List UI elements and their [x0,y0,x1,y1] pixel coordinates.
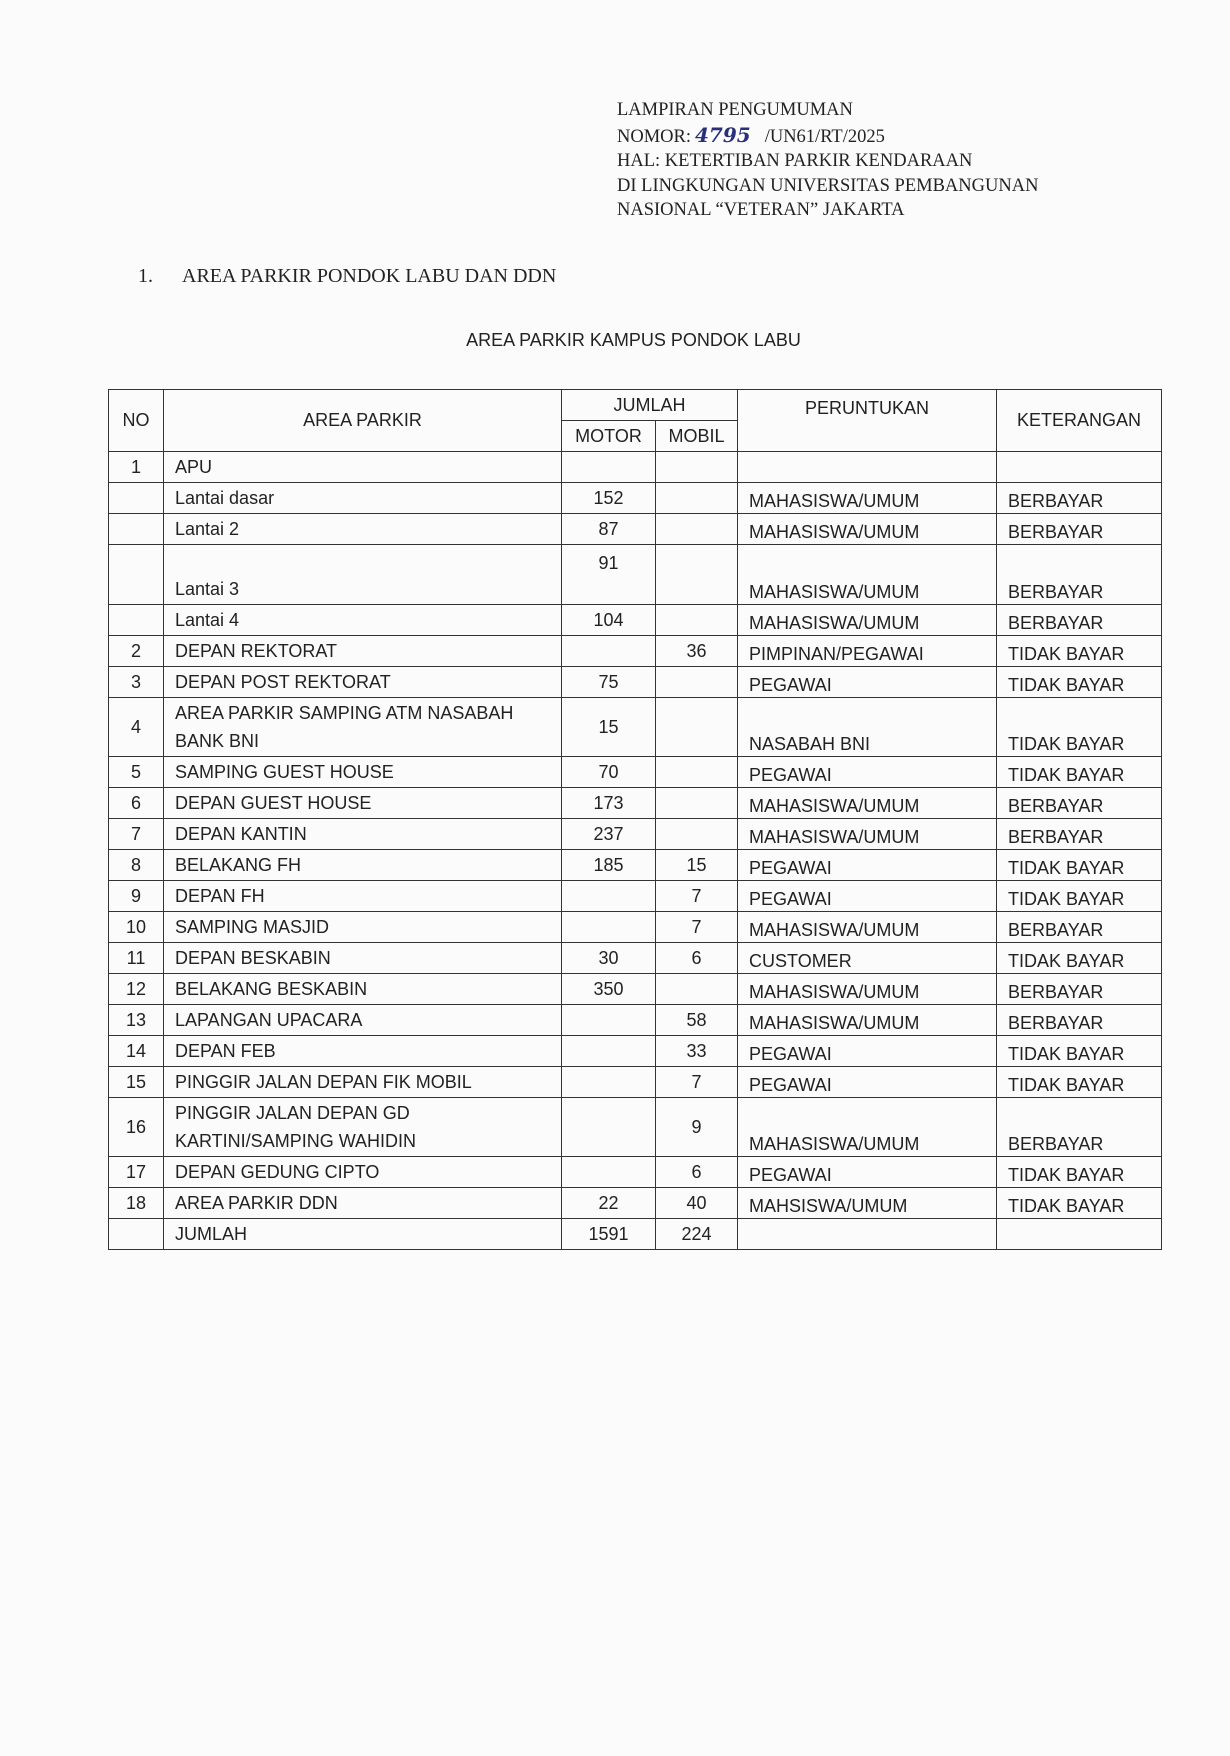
header-peruntukan: PERUNTUKAN [738,390,997,452]
table-row [109,1005,1162,1036]
table-row [109,514,1162,545]
row-peruntukan: NASABAH BNI [738,698,997,757]
row-mobil: 58 [656,1005,738,1036]
row-no: 4 [109,698,164,757]
row-no: 15 [109,1067,164,1098]
row-no: 9 [109,881,164,912]
table-row [109,636,1162,667]
row-peruntukan: MAHSISWA/UMUM [738,1188,997,1219]
header-no: NO [109,390,164,452]
row-peruntukan: PEGAWAI [738,881,997,912]
header-line4: DI LINGKUNGAN UNIVERSITAS PEMBANGUNAN [617,175,1039,196]
header-line5: NASIONAL “VETERAN” JAKARTA [617,200,905,220]
row-no: 6 [109,788,164,819]
total-keterangan [997,1219,1162,1250]
row-peruntukan: PEGAWAI [738,1157,997,1188]
row-motor: 30 [562,943,656,974]
row-peruntukan: MAHASISWA/UMUM [738,514,997,545]
row-area: Lantai 4 [164,605,562,636]
row-peruntukan: PEGAWAI [738,1036,997,1067]
row-motor: 15 [562,698,656,757]
row-peruntukan: PEGAWAI [738,757,997,788]
row-keterangan: BERBAYAR [997,788,1162,819]
row-mobil: 9 [656,1098,738,1157]
row-peruntukan: CUSTOMER [738,943,997,974]
total-peruntukan [738,1219,997,1250]
row-area: Lantai 2 [164,514,562,545]
row-no [109,545,164,605]
table-body [109,452,1162,1250]
row-mobil: 6 [656,943,738,974]
row-mobil [656,788,738,819]
row-motor: 152 [562,483,656,514]
row-no: 17 [109,1157,164,1188]
row-keterangan: BERBAYAR [997,1005,1162,1036]
row-mobil [656,667,738,698]
row-peruntukan: MAHASISWA/UMUM [738,912,997,943]
nomor-suffix: /UN61/RT/2025 [764,126,885,147]
row-area: BELAKANG FH [164,850,562,881]
row-keterangan: BERBAYAR [997,974,1162,1005]
row-motor: 104 [562,605,656,636]
row-no: 14 [109,1036,164,1067]
row-motor [562,1157,656,1188]
table-row [109,1036,1162,1067]
table-row [109,850,1162,881]
row-no: 18 [109,1188,164,1219]
row-peruntukan: MAHASISWA/UMUM [738,788,997,819]
row-motor [562,452,656,483]
row-motor [562,912,656,943]
row-mobil [656,483,738,514]
row-mobil [656,974,738,1005]
header-jumlah: JUMLAH [562,390,738,421]
row-area: SAMPING MASJID [164,912,562,943]
nomor-label: NOMOR: [617,126,692,147]
row-area: DEPAN REKTORAT [164,636,562,667]
row-keterangan: BERBAYAR [997,514,1162,545]
table-row [109,698,1162,757]
row-mobil: 7 [656,912,738,943]
row-motor [562,881,656,912]
table-row [109,912,1162,943]
row-no: 3 [109,667,164,698]
row-motor: 185 [562,850,656,881]
row-peruntukan: MAHASISWA/UMUM [738,974,997,1005]
header-title: LAMPIRAN PENGUMUMAN [617,100,853,120]
table-row [109,605,1162,636]
row-area: DEPAN FH [164,881,562,912]
table-row [109,1067,1162,1098]
row-area [164,698,562,757]
row-motor [562,636,656,667]
row-keterangan [997,452,1162,483]
row-motor: 91 [562,545,656,605]
row-keterangan: TIDAK BAYAR [997,1067,1162,1098]
header-nomor [617,123,1038,150]
row-mobil [656,514,738,545]
row-no: 1 [109,452,164,483]
table-row [109,483,1162,514]
row-area-line2: BANK BNI [175,731,260,751]
row-motor [562,1067,656,1098]
document-header [617,98,1038,223]
header-motor: MOTOR [562,421,656,452]
row-no: 8 [109,850,164,881]
row-area: SAMPING GUEST HOUSE [164,757,562,788]
row-mobil: 7 [656,1067,738,1098]
row-keterangan: TIDAK BAYAR [997,943,1162,974]
row-keterangan: TIDAK BAYAR [997,667,1162,698]
row-area: DEPAN GEDUNG CIPTO [164,1157,562,1188]
row-peruntukan [738,452,997,483]
row-peruntukan: MAHASISWA/UMUM [738,483,997,514]
row-mobil [656,757,738,788]
row-mobil: 40 [656,1188,738,1219]
row-keterangan: TIDAK BAYAR [997,698,1162,757]
row-keterangan: BERBAYAR [997,605,1162,636]
table-row [109,974,1162,1005]
row-area-line2: KARTINI/SAMPING WAHIDIN [175,1131,417,1151]
row-mobil: 6 [656,1157,738,1188]
table-caption: AREA PARKIR KAMPUS PONDOK LABU [466,330,801,350]
section-heading [138,265,556,288]
row-no: 5 [109,757,164,788]
row-area: PINGGIR JALAN DEPAN FIK MOBIL [164,1067,562,1098]
table-row [109,1157,1162,1188]
header-mobil: MOBIL [656,421,738,452]
row-area: DEPAN POST REKTORAT [164,667,562,698]
row-keterangan: TIDAK BAYAR [997,1036,1162,1067]
parking-table [108,389,1162,1250]
row-area: DEPAN BESKABIN [164,943,562,974]
row-no: 10 [109,912,164,943]
row-motor: 173 [562,788,656,819]
row-area: LAPANGAN UPACARA [164,1005,562,1036]
header-keterangan: KETERANGAN [997,390,1162,452]
row-no: 12 [109,974,164,1005]
row-motor: 87 [562,514,656,545]
row-area: AREA PARKIR DDN [164,1188,562,1219]
row-peruntukan: MAHASISWA/UMUM [738,1005,997,1036]
total-label: JUMLAH [164,1219,562,1250]
row-peruntukan: PIMPINAN/PEGAWAI [738,636,997,667]
row-area-line1: PINGGIR JALAN DEPAN GD [175,1103,410,1123]
row-area: APU [164,452,562,483]
row-mobil [656,819,738,850]
table-row [109,667,1162,698]
row-motor [562,1036,656,1067]
table-row [109,819,1162,850]
table-row [109,788,1162,819]
row-no: 16 [109,1098,164,1157]
total-no [109,1219,164,1250]
row-motor: 22 [562,1188,656,1219]
row-peruntukan: MAHASISWA/UMUM [738,605,997,636]
row-keterangan: TIDAK BAYAR [997,636,1162,667]
row-keterangan: BERBAYAR [997,483,1162,514]
row-peruntukan: MAHASISWA/UMUM [738,545,997,605]
header-area: AREA PARKIR [164,390,562,452]
row-mobil: 36 [656,636,738,667]
row-motor [562,1005,656,1036]
row-mobil: 15 [656,850,738,881]
row-peruntukan: MAHASISWA/UMUM [738,1098,997,1157]
table-row [109,1188,1162,1219]
row-keterangan: TIDAK BAYAR [997,757,1162,788]
row-mobil: 33 [656,1036,738,1067]
row-area: BELAKANG BESKABIN [164,974,562,1005]
row-motor: 237 [562,819,656,850]
table-row [109,881,1162,912]
table-row [109,757,1162,788]
row-area-line1: AREA PARKIR SAMPING ATM NASABAH [175,703,514,723]
row-peruntukan: MAHASISWA/UMUM [738,819,997,850]
row-no: 11 [109,943,164,974]
row-mobil [656,545,738,605]
row-keterangan: BERBAYAR [997,545,1162,605]
row-keterangan: TIDAK BAYAR [997,850,1162,881]
nomor-handwritten: 4795 [695,122,751,147]
row-area: Lantai dasar [164,483,562,514]
row-keterangan: BERBAYAR [997,1098,1162,1157]
table-row [109,545,1162,605]
row-no [109,514,164,545]
section-number: 1. [138,265,153,287]
row-keterangan: TIDAK BAYAR [997,881,1162,912]
row-keterangan: TIDAK BAYAR [997,1188,1162,1219]
total-row [109,1219,1162,1250]
total-mobil: 224 [656,1219,738,1250]
row-keterangan: BERBAYAR [997,819,1162,850]
row-area: DEPAN GUEST HOUSE [164,788,562,819]
row-peruntukan: PEGAWAI [738,667,997,698]
table-row [109,943,1162,974]
row-no: 2 [109,636,164,667]
header-hal: HAL: KETERTIBAN PARKIR KENDARAAN [617,151,973,171]
row-peruntukan: PEGAWAI [738,850,997,881]
row-no: 7 [109,819,164,850]
row-no [109,483,164,514]
row-mobil [656,698,738,757]
row-no: 13 [109,1005,164,1036]
row-peruntukan: PEGAWAI [738,1067,997,1098]
row-mobil: 7 [656,881,738,912]
row-area [164,1098,562,1157]
row-mobil [656,605,738,636]
table-row [109,1098,1162,1157]
row-area: DEPAN FEB [164,1036,562,1067]
row-motor: 70 [562,757,656,788]
row-mobil [656,452,738,483]
row-keterangan: TIDAK BAYAR [997,1157,1162,1188]
row-motor [562,1098,656,1157]
row-area: Lantai 3 [164,545,562,605]
row-motor: 75 [562,667,656,698]
table-row [109,452,1162,483]
row-keterangan: BERBAYAR [997,912,1162,943]
section-title: AREA PARKIR PONDOK LABU DAN DDN [182,265,557,287]
row-motor: 350 [562,974,656,1005]
row-area: DEPAN KANTIN [164,819,562,850]
total-motor: 1591 [562,1219,656,1250]
row-no [109,605,164,636]
